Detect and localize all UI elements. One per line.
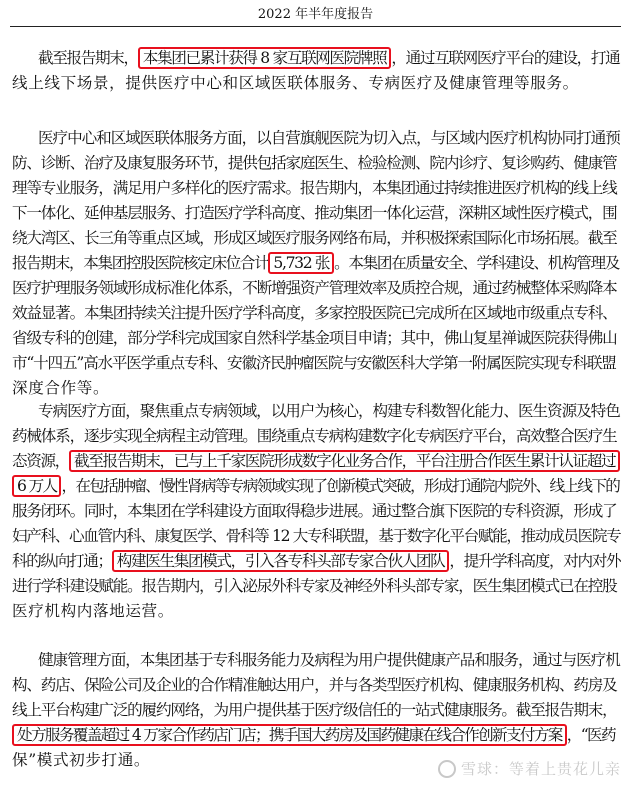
watermark-text: 雪球：等着上贵花儿亲 [460, 760, 621, 778]
text-line [8, 226, 620, 251]
text-segment: 。本集团在质量安全、学科建设、机构管理及 [334, 254, 620, 272]
highlighted-text: 6 万人 [12, 475, 61, 497]
text-line [8, 424, 620, 449]
text-segment: 健康管理方面，本集团基于专科服务能力及病程为用户提供健康产品和服务，通过与医疗机 [38, 651, 620, 669]
highlighted-text: 本集团已累计获得 8 家互联网医院牌照 [138, 47, 392, 69]
text-segment: 深度合作等。 [12, 379, 110, 397]
text-segment: 妇产科、心血管内科、康复医学、骨科等 12 大专科联盟，基于数字化平台赋能，推动成员医院专 [12, 527, 621, 545]
text-segment: 防、诊断、治疗及康复服务环节，提供包括家庭医生、检验检测、院内诊疗、复诊购药、健康管 [12, 154, 617, 172]
paragraph [8, 399, 620, 624]
text-line [8, 698, 620, 723]
text-line [8, 326, 620, 351]
text-line [8, 201, 620, 226]
text-segment: 省级专科的创建，部分学科完成国家自然科学基金项目申请；其中，佛山复星禅诚医院获得佛山 [12, 329, 617, 347]
text-segment: 理等专业服务，满足用户多样化的医疗需求。报告期内，本集团通过持续推进医疗机构的线上线 [12, 179, 617, 197]
text-segment: 报告期末，本集团控股医院核定床位合计 [12, 254, 269, 272]
text-segment: 线上线下场景，提供医疗中心和区域医联体服务、专病医疗及健康管理等服务。 [12, 74, 579, 92]
text-line [8, 126, 620, 151]
text-segment: 绕大湾区、长三角等重点区域，形成区域医疗服务网络布局，并积极探索国际化市场拓展。截至 [12, 229, 617, 247]
text-line [8, 351, 620, 376]
text-line [8, 673, 620, 698]
paragraph [8, 648, 620, 773]
header-divider [10, 26, 621, 27]
text-line [8, 449, 620, 474]
text-line [8, 549, 620, 574]
page-header: 2022 年半年度报告 [257, 7, 374, 22]
text-segment: 效益显著。本集团持续关注提升医疗学科高度，多家控股医院已完成所在区域地市级重点专科、 [12, 304, 617, 322]
text-segment: ，在包括肿瘤、慢性肾病等专病领域实现了创新模式突破，形成打通院内院外、线上线下的 [61, 477, 620, 495]
text-segment: 医疗中心和区域医联体服务方面，以自营旗舰医院为切入点，与区域内医疗机构协同打通预 [38, 129, 620, 147]
text-line [8, 599, 620, 624]
text-segment: 下一体化、延伸基层服务、打造医疗学科高度、推动集团一体化运营，深耕区域性医疗模式，围 [12, 204, 617, 222]
text-segment: 态资源， [12, 452, 69, 470]
text-line [8, 524, 620, 549]
snowball-logo-icon [438, 760, 456, 778]
text-segment: 科的纵向打通； [12, 552, 112, 570]
text-segment: 构、药店、保险公司及企业的合作精准触达用户，并与各类型医疗机构、健康服务机构、药房及 [12, 676, 617, 694]
text-segment: 医疗护理服务领域形成标准化体系，不断增强资产管理效率及质控合规，通过药械整体采购降本 [12, 279, 617, 297]
text-segment: 保”模式初步打通。 [12, 751, 151, 769]
text-line [8, 723, 620, 748]
text-line [8, 499, 620, 524]
text-segment: ，提升学科高度，对内对外 [449, 552, 621, 570]
paragraph [8, 46, 620, 96]
text-line [8, 648, 620, 673]
text-line [8, 151, 620, 176]
text-segment: 医疗机构内落地运营。 [12, 602, 174, 620]
text-line [8, 276, 620, 301]
highlighted-text: 截至报告期末，已与上千家医院形成数字化业务合作，平台注册合作医生累计认证超过 [69, 450, 620, 472]
text-segment: 线上平台构建广泛的履约网络，为用户提供基于医疗级信任的一站式健康服务。截至报告期末， [12, 701, 617, 719]
highlighted-text: 5,732 张 [268, 252, 334, 274]
text-line [8, 176, 620, 201]
text-line [8, 376, 620, 401]
highlighted-text: 处方服务覆盖超过 4 万家合作药店门店；携手国大药房及国药健康在线合作创新支付方案 [12, 724, 567, 746]
text-segment: 服务闭环。同时，本集团在学科建设方面取得稳步进展。通过整合旗下医院的专科资源，形成了 [12, 502, 617, 520]
text-segment: 药械体系，逐步实现全病程主动管理。围绕重点专病构建数字化专病医疗平台，高效整合医疗生 [12, 427, 617, 445]
highlighted-text: 构建医生集团模式，引入各专科头部专家合伙人团队 [112, 550, 450, 572]
text-segment: 市“十四五”高水平医学重点专科、安徽济民肿瘤医院与安徽医科大学第一附属医院实现专科联盟 [12, 354, 616, 372]
text-segment: ，通过互联网医疗平台的建设，打通 [391, 49, 620, 67]
text-line [8, 46, 620, 71]
text-segment: ，“医药 [566, 726, 615, 744]
text-segment: 专病医疗方面，聚焦重点专病领域，以用户为核心，构建专科数智化能力、医生资源及特色 [38, 402, 620, 420]
text-line [8, 474, 620, 499]
text-line [8, 301, 620, 326]
text-segment: 截至报告期末， [38, 49, 138, 67]
paragraph [8, 126, 620, 401]
text-line [8, 251, 620, 276]
watermark [438, 758, 621, 779]
text-line [8, 71, 620, 96]
text-line [8, 399, 620, 424]
text-segment: 进行学科建设赋能。报告期内，引入泌尿外科专家及神经外科头部专家，医生集团模式已在控股 [12, 577, 617, 595]
text-line [8, 574, 620, 599]
